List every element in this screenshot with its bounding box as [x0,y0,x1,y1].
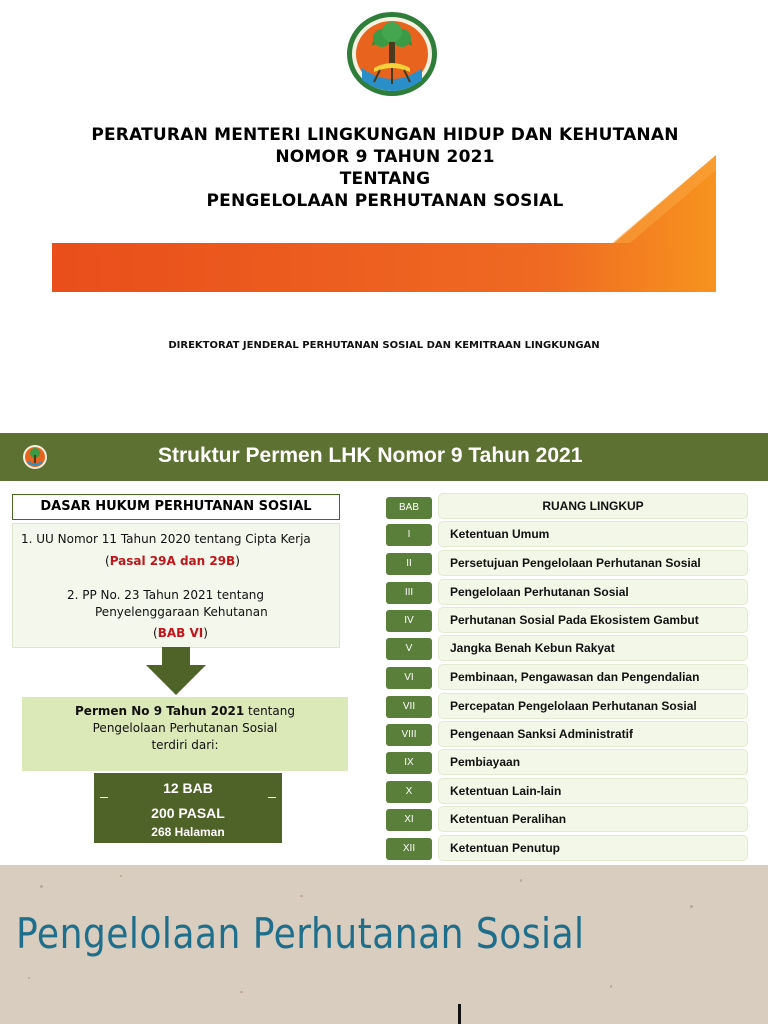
regulation-counts [94,773,282,843]
chapter-scope: Jangka Benah Kebun Rakyat [438,635,748,661]
legal-basis-heading: DASAR HUKUM PERHUTANAN SOSIAL [12,494,340,520]
texture-speck [28,977,30,979]
regulation-line-1 [22,703,348,720]
ministry-logo-icon [344,10,440,98]
section-title: Pengelolaan Perhutanan Sosial [16,909,585,958]
paren-open: ( [153,626,158,640]
paren-close: ) [203,626,208,640]
divider-mark [100,797,108,798]
texture-speck [40,885,43,888]
chapter-column-header: BAB [386,497,432,519]
chapter-number: XII [386,838,432,860]
chapter-scope: Pembiayaan [438,749,748,775]
chapter-scope: Persetujuan Pengelolaan Perhutanan Sosial [438,550,748,576]
divider-mark [268,797,276,798]
texture-speck [120,875,122,877]
title-line-4: PENGELOLAAN PERHUTANAN SOSIAL [206,191,564,211]
law-1: 1. UU Nomor 11 Tahun 2020 tentang Cipta Kerja [21,532,311,546]
chapter-count: 12 BAB [163,780,213,796]
chapter-number: IV [386,610,432,632]
law-2-title: Penyelenggaraan Kehutanan [95,605,268,619]
slide-header [0,433,768,481]
structure-slide [0,433,768,865]
law-1-reference [105,554,240,568]
chapter-scope: Percepatan Pengelolaan Perhutanan Sosial [438,693,748,719]
cover-slide [0,0,768,433]
chapter-number: XI [386,809,432,831]
paren-close: ) [235,554,240,568]
ministry-logo-small-icon [22,444,48,470]
chapter-number: V [386,638,432,660]
title-line-1: PERATURAN MENTERI LINGKUNGAN HIDUP DAN KEHUTANAN [91,125,679,145]
regulation-number: Permen No 9 Tahun 2021 [75,704,245,718]
text-cursor-mark [458,1004,461,1024]
chapter-number: VIII [386,724,432,746]
chapter-number: VI [386,667,432,689]
texture-speck [240,991,243,993]
chapter-scope: Ketentuan Umum [438,521,748,547]
law-2: 2. PP No. 23 Tahun 2021 tentang [67,588,265,602]
cover-title [40,124,730,212]
regulation-line-3: terdiri dari: [151,738,219,752]
chapter-number: IX [386,752,432,774]
scope-column-header: RUANG LINGKUP [438,493,748,519]
regulation-line-2: Pengelolaan Perhutanan Sosial [92,721,278,735]
chapter-scope: Ketentuan Lain-lain [438,778,748,804]
title-line-2: NOMOR 9 TAHUN 2021 [275,147,495,167]
regulation-about: tentang [244,704,295,718]
directorate-label: DIREKTORAT JENDERAL PERHUTANAN SOSIAL DAN KEMITRAAN LINGKUNGAN [168,340,600,351]
chapter-number: I [386,524,432,546]
texture-speck [300,895,303,897]
law-2-reference [153,626,208,640]
chapter-number: II [386,553,432,575]
chapter-scope: Ketentuan Penutup [438,835,748,861]
slide-title: Struktur Permen LHK Nomor 9 Tahun 2021 [158,444,583,467]
section-title-slide [0,865,768,1024]
legal-basis-list [12,523,340,648]
chapter-number: X [386,781,432,803]
page-count: 268 Halaman [151,825,225,839]
chapter-scope: Pembinaan, Pengawasan dan Pengendalian [438,664,748,690]
texture-speck [520,879,522,882]
chapter-scope: Ketentuan Peralihan [438,806,748,832]
chapter-number: III [386,582,432,604]
chapter-scope: Pengenaan Sanksi Administratif [438,721,748,747]
chapter-number: VII [386,696,432,718]
article-count: 200 PASAL [151,805,225,821]
law-2-chapter: BAB VI [157,626,204,640]
chapter-scope: Pengelolaan Perhutanan Sosial [438,579,748,605]
law-1-articles: Pasal 29A dan 29B [109,554,236,568]
regulation-summary [22,697,348,771]
down-arrow-icon [146,647,206,695]
chapter-scope: Perhutanan Sosial Pada Ekosistem Gambut [438,607,748,633]
texture-speck [610,985,612,988]
texture-speck [690,905,693,908]
title-line-3: TENTANG [339,169,431,189]
paren-open: ( [105,554,110,568]
